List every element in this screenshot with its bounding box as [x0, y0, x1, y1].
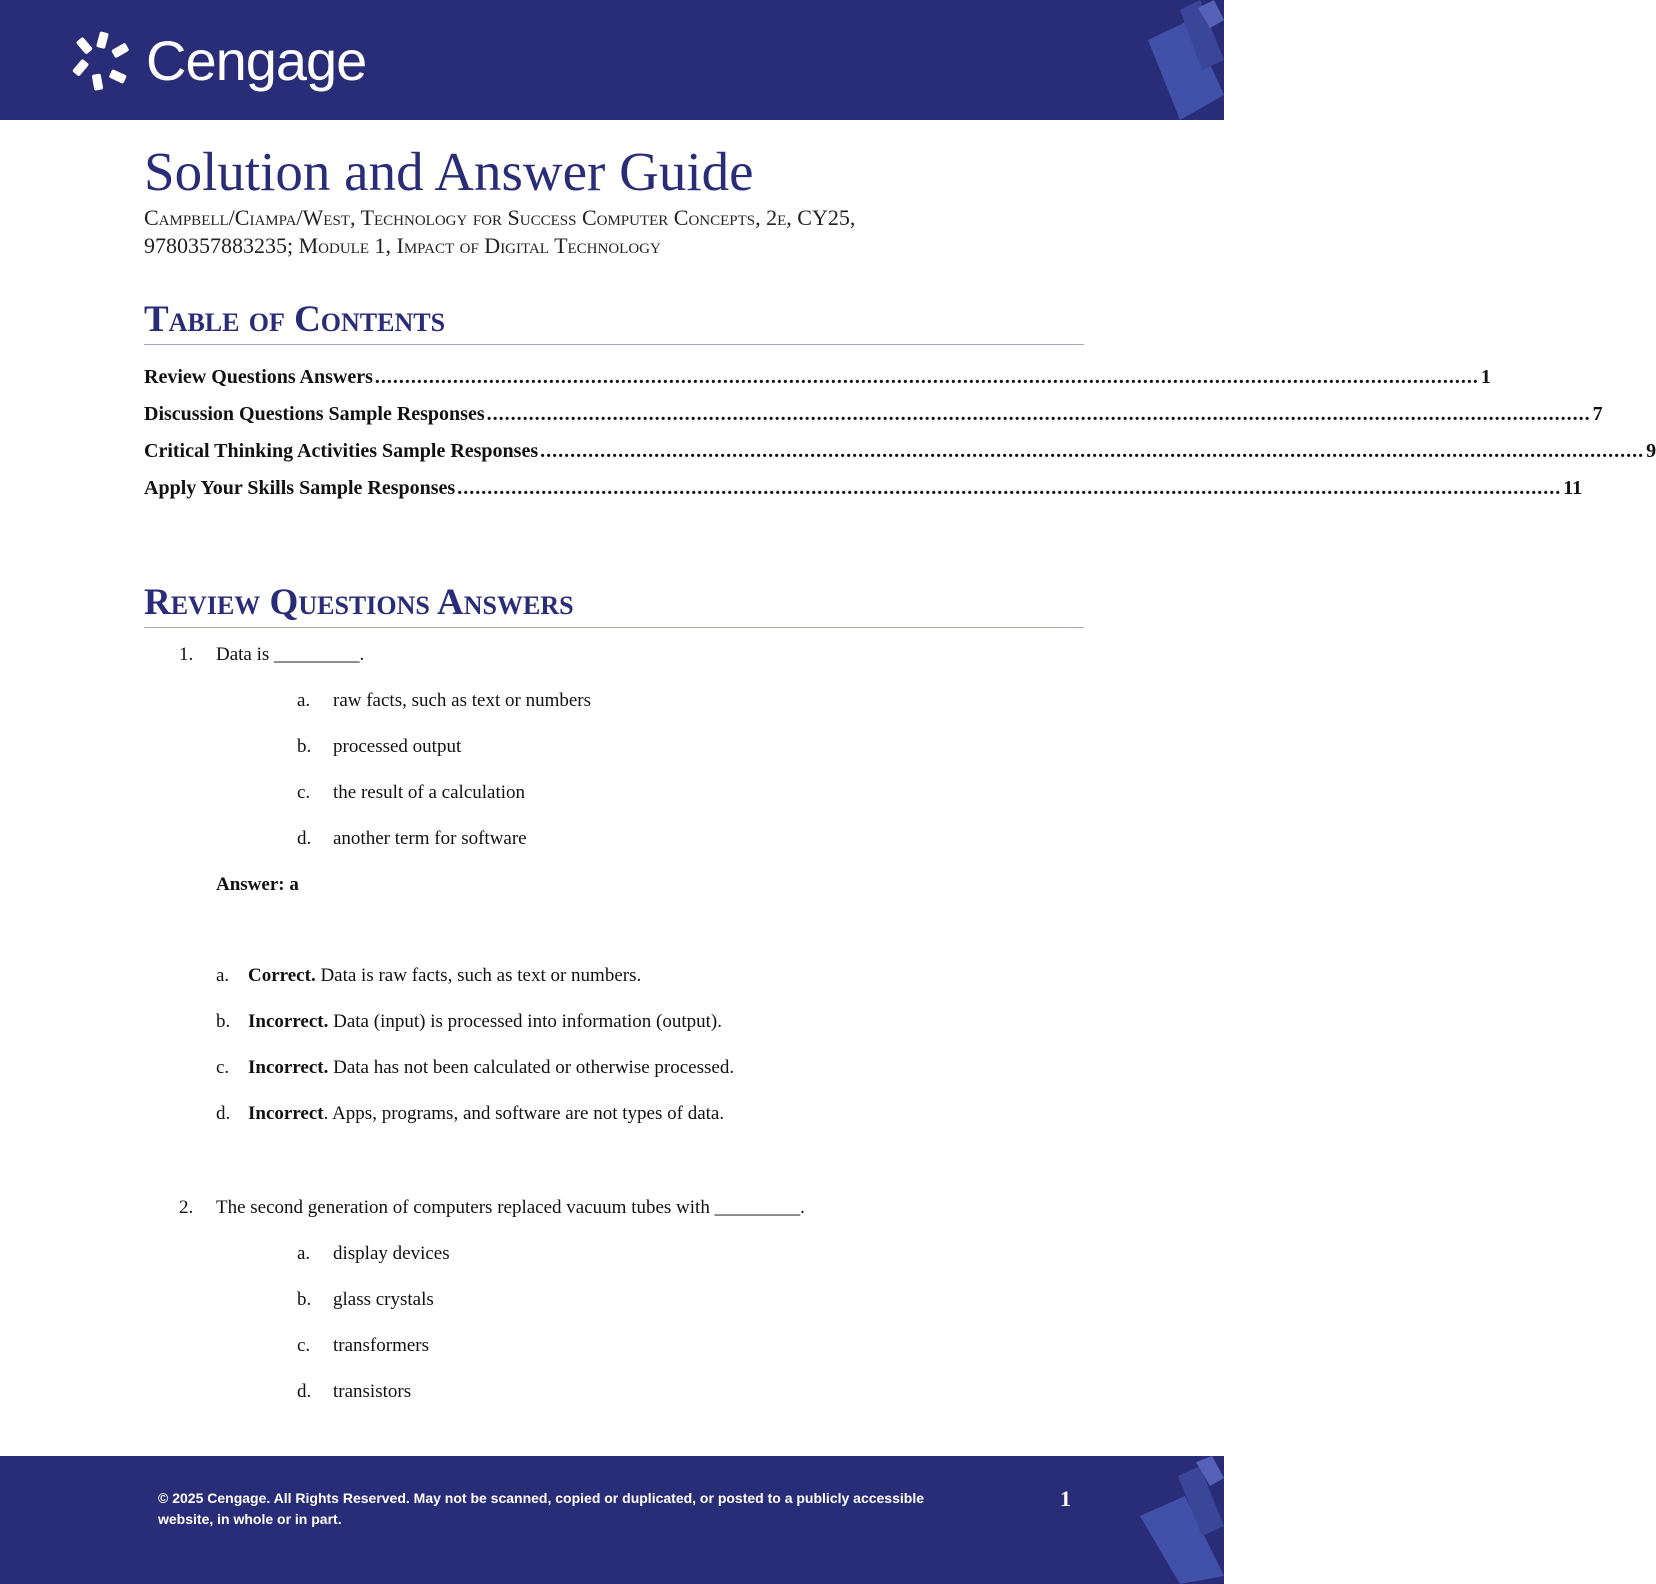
footer-corner-decoration-icon	[1130, 1456, 1224, 1584]
subtitle-line-1: Campbell/Ciampa/West, Technology for Success Computer Concepts, 2e, CY25,	[144, 205, 856, 230]
cengage-burst-icon	[72, 30, 134, 92]
option-text: transistors	[333, 1381, 412, 1402]
question-text: Data is _________.	[216, 644, 365, 665]
explanation-item	[144, 1101, 1084, 1147]
copyright-line-2: website, in whole or in part.	[158, 1511, 342, 1527]
option-item	[144, 734, 1084, 780]
toc-entry-page: 9	[1646, 440, 1656, 462]
answer-text: Answer: a	[216, 874, 299, 895]
page-number: 1	[1060, 1486, 1071, 1511]
explanation-verdict: Incorrect.	[248, 1057, 329, 1078]
answer-key	[144, 872, 1084, 963]
option-text: raw facts, such as text or numbers	[333, 690, 592, 711]
copyright-line-1: © 2025 Cengage. All Rights Reserved. May not be scanned, copied or duplicated, or posted to a publicly accessible	[158, 1490, 925, 1506]
toc-entry-review[interactable]	[144, 359, 1491, 396]
explanation-text: Data has not been calculated or otherwise processed.	[328, 1057, 735, 1078]
footer-band	[0, 1456, 1224, 1584]
option-text: the result of a calculation	[333, 782, 526, 803]
option-letter: c.	[297, 782, 311, 803]
option-text: glass crystals	[333, 1289, 434, 1310]
brand-name: Cengage	[146, 29, 367, 92]
toc-leader-dots: ........................................................................................................................................................................................	[374, 366, 1479, 388]
option-text: processed output	[333, 736, 462, 757]
option-text: transformers	[333, 1335, 430, 1356]
explanation-letter: d.	[216, 1103, 231, 1124]
option-letter: d.	[297, 1381, 312, 1402]
option-item	[144, 1241, 1084, 1287]
subtitle-line-2: 9780357883235; Module 1, Impact of Digital Technology	[144, 233, 661, 258]
toc-heading: Table of Contents	[144, 298, 1084, 345]
explanation-item	[144, 963, 1084, 1009]
explanation-letter: a.	[216, 965, 230, 986]
explanation-body	[248, 1009, 722, 1035]
toc-entry-page: 1	[1480, 366, 1491, 388]
toc-entry-label: Critical Thinking Activities Sample Responses	[144, 440, 539, 462]
question-stem	[144, 1195, 1084, 1241]
question-2	[144, 1195, 1084, 1425]
cengage-logo	[72, 30, 366, 92]
question-text: The second generation of computers replaced vacuum tubes with _________.	[216, 1197, 805, 1218]
explanation-text: Data is raw facts, such as text or numbers.	[315, 965, 642, 986]
explanation-body	[248, 1055, 734, 1081]
toc-entry-label: Discussion Questions Sample Responses	[144, 403, 485, 425]
header-band	[0, 0, 1224, 120]
review-questions-section	[144, 581, 1084, 1425]
toc-list	[144, 359, 1656, 507]
option-item	[144, 1287, 1084, 1333]
review-heading: Review Questions Answers	[144, 581, 1084, 628]
question-number: 2.	[179, 1197, 194, 1218]
option-letter: a.	[297, 1243, 311, 1264]
option-item	[144, 826, 1084, 872]
toc-entry-critical-thinking[interactable]	[144, 433, 1656, 470]
toc-entry-discussion[interactable]	[144, 396, 1603, 433]
toc-entry-page: 7	[1592, 403, 1603, 425]
option-text: another term for software	[333, 828, 527, 849]
option-letter: b.	[297, 736, 312, 757]
explanation-body	[248, 1101, 724, 1127]
table-of-contents	[144, 298, 1656, 507]
option-item	[144, 1333, 1084, 1379]
option-item	[144, 780, 1084, 826]
toc-entry-page: 11	[1563, 477, 1583, 499]
option-item	[144, 688, 1084, 734]
option-letter: d.	[297, 828, 312, 849]
question-1	[144, 642, 1084, 1147]
option-letter: c.	[297, 1335, 311, 1356]
option-text: display devices	[333, 1243, 450, 1264]
toc-leader-dots: ........................................................................................................................................................................................	[540, 440, 1645, 462]
explanation-verdict: Incorrect	[248, 1103, 324, 1124]
toc-leader-dots: ........................................................................................................................................................................................	[457, 477, 1562, 499]
toc-entry-label: Review Questions Answers	[144, 366, 373, 388]
copyright-notice	[158, 1488, 938, 1530]
explanation-letter: b.	[216, 1011, 231, 1032]
toc-entry-label: Apply Your Skills Sample Responses	[144, 477, 456, 499]
toc-leader-dots: ........................................................................................................................................................................................	[486, 403, 1591, 425]
document-title: Solution and Answer Guide	[144, 141, 754, 202]
explanation-body	[248, 963, 641, 989]
question-stem	[144, 642, 1084, 688]
option-item	[144, 1379, 1084, 1425]
explanation-item	[144, 1055, 1084, 1101]
toc-entry-apply-skills[interactable]	[144, 470, 1583, 507]
option-letter: a.	[297, 690, 311, 711]
option-letter: b.	[297, 1289, 312, 1310]
explanation-letter: c.	[216, 1057, 230, 1078]
corner-decoration-icon	[1140, 0, 1224, 120]
document-body	[144, 140, 1656, 1425]
explanation-text: . Apps, programs, and software are not types of data.	[323, 1103, 725, 1124]
explanation-item	[144, 1009, 1084, 1055]
explanation-text: Data (input) is processed into information (output).	[328, 1011, 723, 1032]
explanation-verdict: Correct.	[248, 965, 316, 986]
question-number: 1.	[179, 644, 194, 665]
document-subtitle	[144, 204, 1084, 260]
explanation-verdict: Incorrect.	[248, 1011, 329, 1032]
